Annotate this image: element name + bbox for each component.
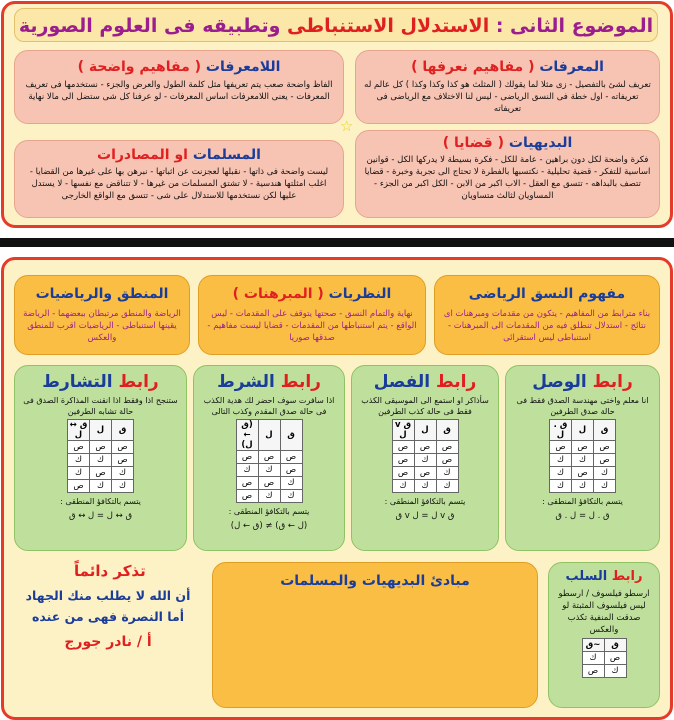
divider-band <box>0 238 674 247</box>
table-cell: ص <box>68 441 90 454</box>
conditional-truth-table <box>236 419 303 503</box>
biconditional-heading-word: رابط <box>118 372 159 392</box>
table-cell: ك <box>594 480 616 493</box>
table-cell: ق <box>594 420 616 441</box>
table-cell: ص <box>236 451 258 464</box>
negation-text: ارسطو فيلسوف / ارسطو ليس فيلسوف المثبتة لو صدقت المنفية تكذب والعكس <box>558 589 650 635</box>
conjunction-heading: الوصل <box>532 372 593 392</box>
undefined-terms-box <box>14 50 344 124</box>
table-cell: ص <box>258 477 280 490</box>
table-cell: ك <box>392 480 414 493</box>
math-system-text: بناء مترابط من المفاهيم - يتكون من مقدمات ومبرهنات اى نتائج - استدلال تنطلق فيه من المقدمات الى المبرهنات - استنباطى ليس استقرائى <box>443 309 651 343</box>
table-cell: ص <box>594 454 616 467</box>
postulates-heading: المسلمات <box>192 147 261 163</box>
math-system-heading: مفهوم النسق الرياضى <box>468 286 626 302</box>
disjunction-heading-word: رابط <box>436 372 477 392</box>
reminder-line-1: أن الله لا يطلب منك الجهاد <box>25 588 191 603</box>
conjunction-truth-table <box>549 419 616 493</box>
definitions-box <box>355 50 660 124</box>
biconditional-text: ستنجح اذا وفقط اذا انقنت المذاكرة الصدق فى حالة تشابه الطرفين <box>23 396 178 416</box>
undefined-terms-heading: اللامعرفات <box>205 59 281 75</box>
table-cell: ل <box>90 420 112 441</box>
logic-math-heading: المنطق والرياضيات <box>35 286 169 302</box>
table-cell: ك <box>280 477 302 490</box>
table-cell: ص <box>392 441 414 454</box>
table-cell: ل <box>258 420 280 451</box>
postulates-box <box>14 140 344 218</box>
page-title <box>14 8 658 42</box>
axioms-subheading: ( قضايا ) <box>442 135 509 151</box>
principles-box <box>212 562 538 708</box>
definitions-text: تعريف لشئ بالتفصيل - زى مثلا لما يقولك ( المثلث هو كذا وكذا وكذا ) كل عالم له تعريفاته - اول خطة فى النسق الرياضى - ليس لنا الاختلاف مع الرياضى فى تعريفاته <box>364 80 651 114</box>
table-cell: ك <box>436 467 458 480</box>
reminder-title: تذكر دائماً <box>74 562 146 580</box>
table-cell: ص <box>414 441 436 454</box>
table-cell: ك <box>594 467 616 480</box>
table-cell: ق <box>436 420 458 441</box>
table-cell: ك <box>582 652 604 665</box>
title-sub: وتطبيقه فى العلوم الصورية <box>18 15 281 37</box>
disjunction-equivalence: ق v ل = ل v ق <box>395 511 455 521</box>
conditional-box <box>193 365 345 551</box>
negation-heading: السلب <box>565 569 608 584</box>
table-cell: ق <box>280 420 302 451</box>
disjunction-truth-table <box>392 419 459 493</box>
table-cell: ق <box>112 420 134 441</box>
table-cell: ص <box>582 665 604 678</box>
table-cell: ق v ل <box>392 420 414 441</box>
table-cell: ص <box>90 467 112 480</box>
table-cell: ك <box>258 464 280 477</box>
table-cell: ل <box>572 420 594 441</box>
biconditional-equivalence-label: يتسم بالتكافؤ المنطقى : <box>60 497 141 506</box>
conditional-heading: الشرط <box>217 372 281 392</box>
table-cell: ق <box>604 639 626 652</box>
table-cell: ك <box>550 467 572 480</box>
table-cell: ك <box>68 467 90 480</box>
disjunction-equivalence-label: يتسم بالتكافؤ المنطقى : <box>384 497 466 506</box>
table-cell: ص <box>392 454 414 467</box>
reminder-line-2: أما النصرة فهى من عنده <box>32 609 184 624</box>
table-cell: ص <box>236 490 258 503</box>
table-cell: ص <box>90 441 112 454</box>
table-cell: ك <box>572 454 594 467</box>
table-cell: ك <box>414 480 436 493</box>
logic-math-text: الرياضة والمنطق مرتبطان ببعضهما - الرياضة يقينها استنباطى - الرياضيات اقرب للمنطق والعكس <box>23 309 181 343</box>
table-cell: ص <box>572 467 594 480</box>
negation-heading-word: رابط <box>611 569 643 584</box>
table-cell: ص <box>280 451 302 464</box>
undefined-terms-subheading: ( مفاهيم واضحة ) <box>77 59 206 75</box>
table-cell: ك <box>112 467 134 480</box>
table-cell: ص <box>68 480 90 493</box>
table-cell: ص <box>392 467 414 480</box>
table-cell: ص <box>112 454 134 467</box>
biconditional-heading: التشارط <box>42 372 119 392</box>
table-cell: ك <box>90 454 112 467</box>
conjunction-equivalence-label: يتسم بالتكافؤ المنطقى : <box>542 497 623 506</box>
table-cell: ص <box>594 441 616 454</box>
axioms-text: فكرة واضحة لكل دون براهين - عامة للكل - فكرة بسيطة لا يدركها الكل - قوانين اساسية للتفكر - قضية تحليلية - نكتسبها بالفطرة لا تحتاج الى تجربة وخبرة - قضايا تتصف بالبداهه - تتسق مع العقل - الاب اكبر من الابن - الكل اكبر من الجزء - المساويان لثالث متساويان <box>364 155 651 201</box>
conjunction-box <box>505 365 660 551</box>
table-cell: ق ↔ ل <box>68 420 90 441</box>
table-cell: ص <box>236 477 258 490</box>
title-main: الاستدلال الاستنباطى <box>287 15 490 37</box>
theorems-box <box>198 275 426 355</box>
table-cell: ك <box>572 480 594 493</box>
reminder-author: أ / نادر جورج <box>64 634 152 650</box>
postulates-subheading: او المصادرات <box>97 147 193 163</box>
table-cell: ك <box>436 480 458 493</box>
conjunction-heading-word: رابط <box>592 372 633 392</box>
table-cell: ك <box>550 480 572 493</box>
table-cell: ك <box>280 490 302 503</box>
table-cell: ك <box>550 454 572 467</box>
theorems-text: نهاية والتمام النسق - صحتها يتوقف على المقدمات - ليس الواقع - يتم استنباطها من المقدمات - قضايا ليست مفاهيم - صدقها صوريا <box>207 309 417 343</box>
biconditional-box <box>14 365 187 551</box>
conditional-text: اذا سافرت سوف احضر لك هدية الكذب فى حالة صدق المقدم وكذب التالى <box>203 396 335 416</box>
table-cell: ق . ل <box>550 420 572 441</box>
disjunction-box <box>351 365 499 551</box>
conditional-equivalence: (ق ← ل) ≠ (ل ← ق) <box>230 521 308 531</box>
negation-truth-table <box>582 638 627 678</box>
principles-heading: مبادئ البديهيات والمسلمات <box>280 573 470 589</box>
conditional-equivalence-label: يتسم بالتكافؤ المنطقى : <box>228 507 310 516</box>
theorems-subheading: ( المبرهنات ) <box>232 286 329 302</box>
definitions-subheading: ( مفاهيم نعرفها ) <box>411 59 540 75</box>
math-system-box <box>434 275 660 355</box>
table-cell: ص <box>604 652 626 665</box>
biconditional-equivalence: ق ↔ ل = ل ↔ ق <box>68 511 133 521</box>
table-cell: ك <box>90 480 112 493</box>
theorems-heading: النظريات <box>328 286 392 302</box>
table-cell: ك <box>414 454 436 467</box>
biconditional-truth-table <box>67 419 134 493</box>
definitions-heading: المعرفات <box>539 59 604 75</box>
star-icon: ☆ <box>340 117 354 135</box>
table-cell: ص <box>414 467 436 480</box>
conditional-heading-word: رابط <box>280 372 321 392</box>
postulates-text: ليست واضحة فى ذاتها - نقبلها لعجزنت عن اثباتها - نبرهن بها على غيرها من القضايا - اغلب امثلتها هندسية - لا تشتق المسلمات من غيرها - لا تتناقض مع نفسها - لا يستدل عليها لكن نستخدمها للاستدلال على شى - تتسق مع الواقع الخارجى <box>29 167 329 201</box>
table-cell: ص <box>550 441 572 454</box>
table-cell: ص <box>280 464 302 477</box>
logic-math-box <box>14 275 190 355</box>
conjunction-equivalence: ق . ل = ل . ق <box>555 511 610 521</box>
table-cell: ك <box>236 464 258 477</box>
axioms-heading: البديهيات <box>508 135 573 151</box>
table-cell: ك <box>604 665 626 678</box>
table-cell: ص <box>572 441 594 454</box>
reminder-block <box>10 558 206 708</box>
table-cell: ~ق <box>582 639 604 652</box>
table-cell: (ق ← ل) <box>236 420 258 451</box>
table-cell: ك <box>258 490 280 503</box>
table-cell: ص <box>112 441 134 454</box>
undefined-terms-text: الفاظ واضحة صعب يتم تعريفها مثل كلمة الطول والعرض والجزء - نستخدمها فى تعريف المعرفات - يعنى اللامعرفات اساس المعرفات - لو عرفنا كل شى ستضل الى مالا نهاية <box>25 80 333 102</box>
table-cell: ص <box>258 451 280 464</box>
table-cell: ل <box>414 420 436 441</box>
table-cell: ك <box>68 454 90 467</box>
table-cell: ص <box>436 441 458 454</box>
title-topic: الموضوع الثانى : <box>495 15 654 37</box>
negation-box <box>548 562 660 708</box>
conjunction-text: انا معلم واختى مهندسة الصدق فقط فى حالة صدق الطرفين <box>516 396 649 416</box>
table-cell: ص <box>436 454 458 467</box>
disjunction-heading: الفصل <box>373 372 437 392</box>
disjunction-text: سأذاكر او استمع الى الموسيقى الكذب فقط فى حالة كذب الطرفين <box>361 396 489 416</box>
table-cell: ك <box>112 480 134 493</box>
axioms-box <box>355 130 660 218</box>
